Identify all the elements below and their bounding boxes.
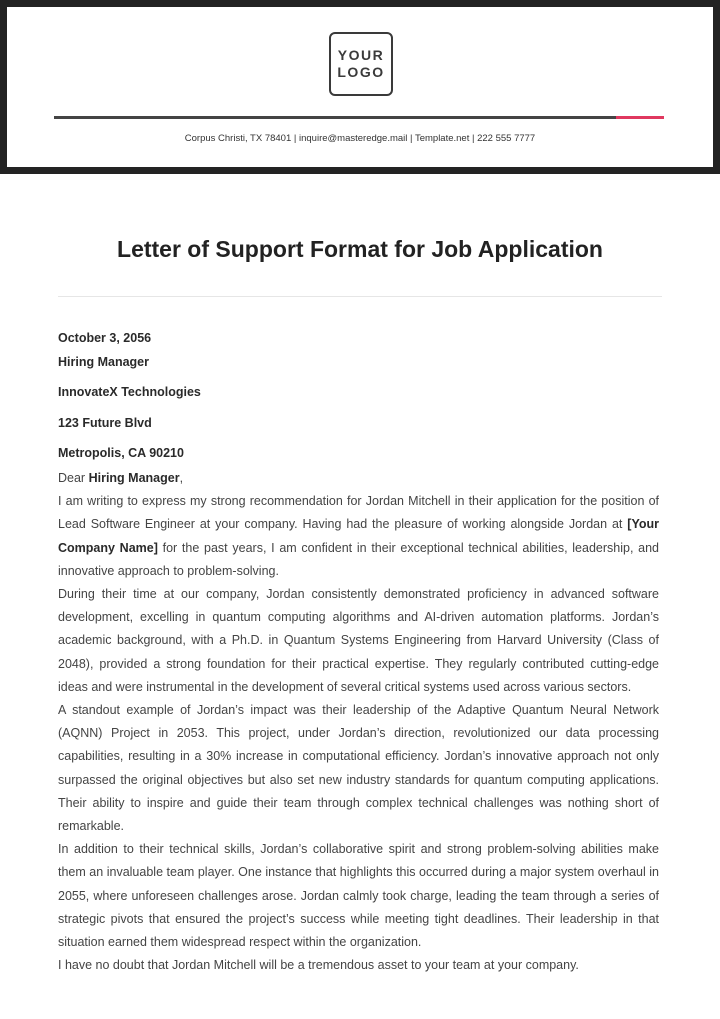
recipient-city: Metropolis, CA 90210 (58, 446, 184, 460)
header-divider-accent (616, 116, 664, 119)
logo-text-line1: YOUR (337, 47, 385, 63)
letter-date: October 3, 2056 (58, 331, 152, 345)
recipient-name: Hiring Manager (58, 355, 149, 369)
paragraph-intro-text-a: I am writing to express my strong recommendation for Jordan Mitchell in their application for the position of Lead Software Engineer at your company. Having had the pleasure of working alongside Jordan at (58, 494, 659, 532)
paragraph-teamwork: In addition to their technical skills, Jordan’s collaborative spirit and strong problem-solving abilities make them an invaluable team player. One instance that highlights this occurred during a major system overhaul in 2055, where unforeseen challenges arose. Jordan calmly took charge, leading the team through a series of strategic pivots that ensured the project’s success while meeting tight deadlines. Their leadership in that situation earned them widespread respect within the organization. (58, 842, 659, 950)
document-title: Letter of Support Format for Job Application (117, 236, 603, 262)
salutation-name: Hiring Manager (88, 471, 180, 485)
logo-text-line2: LOGO (337, 64, 385, 80)
recipient-company: InnovateX Technologies (58, 385, 201, 399)
paragraph-closing: I have no doubt that Jordan Mitchell will be a tremendous asset to your team at your company. (58, 958, 579, 973)
contact-info: Corpus Christi, TX 78401 | inquire@masteredge.mail | Template.net | 222 555 7777 (184, 133, 536, 144)
recipient-street: 123 Future Blvd (58, 416, 152, 430)
letterhead (0, 0, 720, 174)
salutation (58, 467, 659, 490)
salutation-prefix: Dear (58, 471, 89, 485)
header-divider (54, 116, 616, 119)
title-divider (58, 296, 662, 297)
company-name-placeholder: [Your Company Name] (58, 517, 659, 555)
paragraph-experience: During their time at our company, Jordan consistently demonstrated proficiency in advanced software development, excelling in quantum computing algorithms and AI-driven automation platforms. Jordan’s academic background, with a Ph.D. in Quantum Systems Engineering from Harvard University (Class of 2048), provided a strong foundation for their practical expertise. They regularly contributed cutting-edge ideas and were instrumental in the development of several critical systems used across various sectors. (58, 587, 659, 694)
salutation-suffix: , (179, 471, 184, 485)
paragraph-project: A standout example of Jordan’s impact was their leadership of the Adaptive Quantum Neural Network (AQNN) Project in 2053. This project, under Jordan’s direction, revolutionized our data processing capabilities, resulting in a 30% increase in computational efficiency. Jordan’s innovative approach not only surpassed the original objectives but also set new industry standards for quantum computing applications. Their ability to inspire and guide their team through complex technical challenges was nothing short of remarkable. (58, 703, 659, 834)
paragraph-intro-text-b: for the past years, I am confident in their exceptional technical abilities, leadership, and innovative approach to problem-solving. (58, 540, 659, 578)
company-logo (329, 32, 393, 96)
paragraph-intro (58, 490, 659, 583)
letter-body (58, 467, 659, 977)
